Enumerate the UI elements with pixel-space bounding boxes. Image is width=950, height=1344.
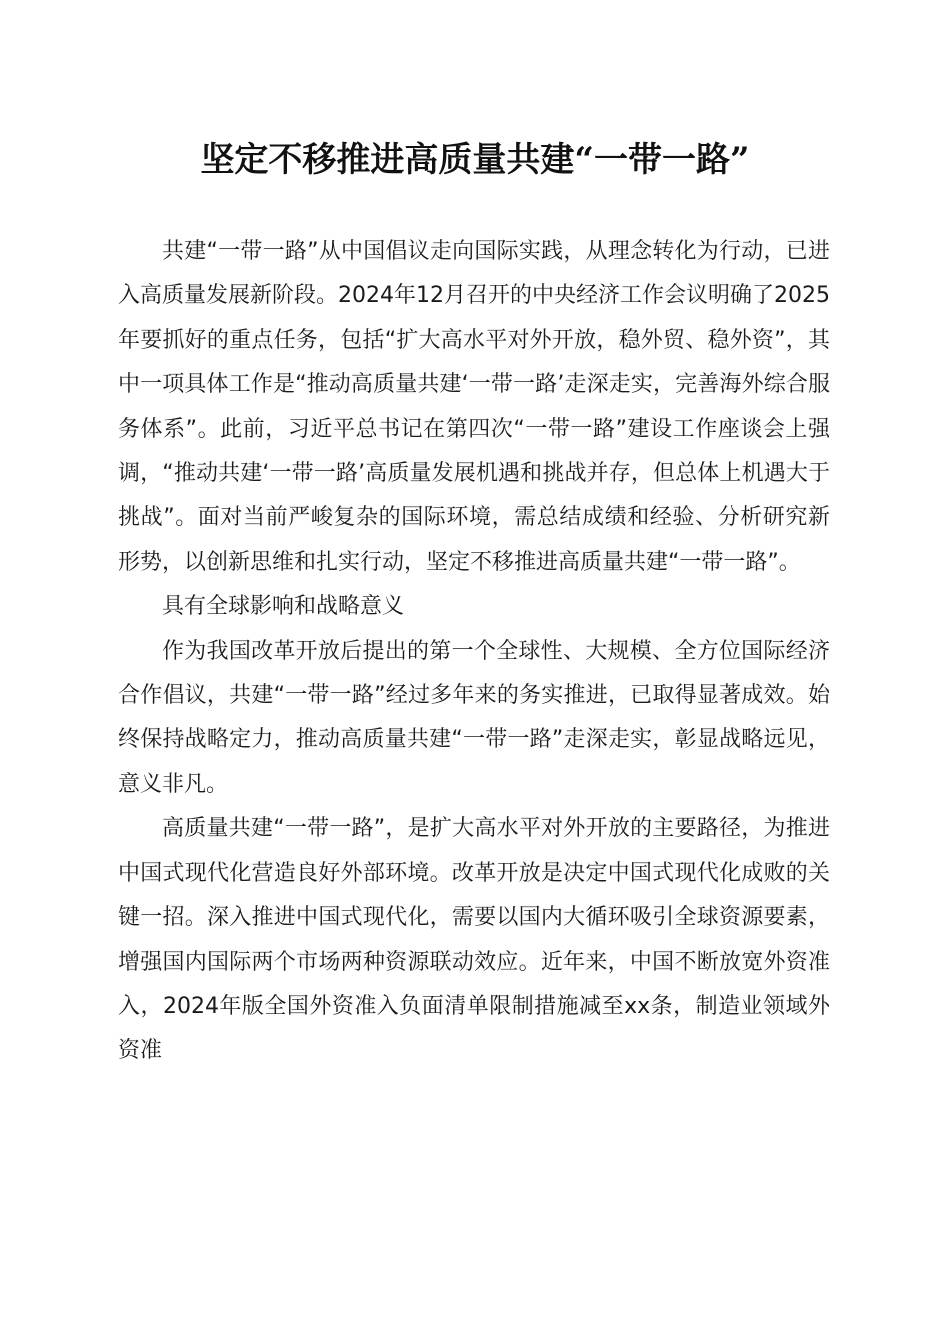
paragraph-opening-up: 高质量共建“一带一路”，是扩大高水平对外开放的主要路径，为推进中国式现代化营造良好外部环境。改革开放是决定中国式现代化成败的关键一招。深入推进中国式现代化，需要以国内大循环吸引全球资源要素，增强国内国际两个市场两种资源联动效应。近年来，中国不断放宽外资准入，2024年版全国外资准入负面清单限制措施减至xx条，制造业领域外资准	[118, 816, 830, 1064]
paragraph-strategic-significance: 作为我国改革开放后提出的第一个全球性、大规模、全方位国际经济合作倡议，共建“一带一路”经过多年来的务实推进，已取得显著成效。始终保持战略定力，推动高质量共建“一带一路”走深走实，彰显战略远见，意义非凡。	[118, 638, 830, 797]
document-title: 坚定不移推进高质量共建“一带一路”	[200, 140, 750, 180]
paragraph-intro: 共建“一带一路”从中国倡议走向国际实践，从理念转化为行动，已进入高质量发展新阶段。2024年12月召开的中央经济工作会议明确了2025年要抓好的重点任务，包括“扩大高水平对外开放，稳外贸、稳外资”，其中一项具体工作是“推动高质量共建‘一带一路’走深走实，完善海外综合服务体系”。此前，习近平总书记在第四次“一带一路”建设工作座谈会上强调，“推动共建‘一带一路’高质量发展机遇和挑战并存，但总体上机遇大于挑战”。面对当前严峻复杂的国际环境，需总结成绩和经验、分析研究新形势，以创新思维和扎实行动，坚定不移推进高质量共建“一带一路”。	[118, 239, 830, 575]
document-body	[118, 230, 830, 1074]
section-heading: 具有全球影响和战略意义	[162, 594, 405, 620]
